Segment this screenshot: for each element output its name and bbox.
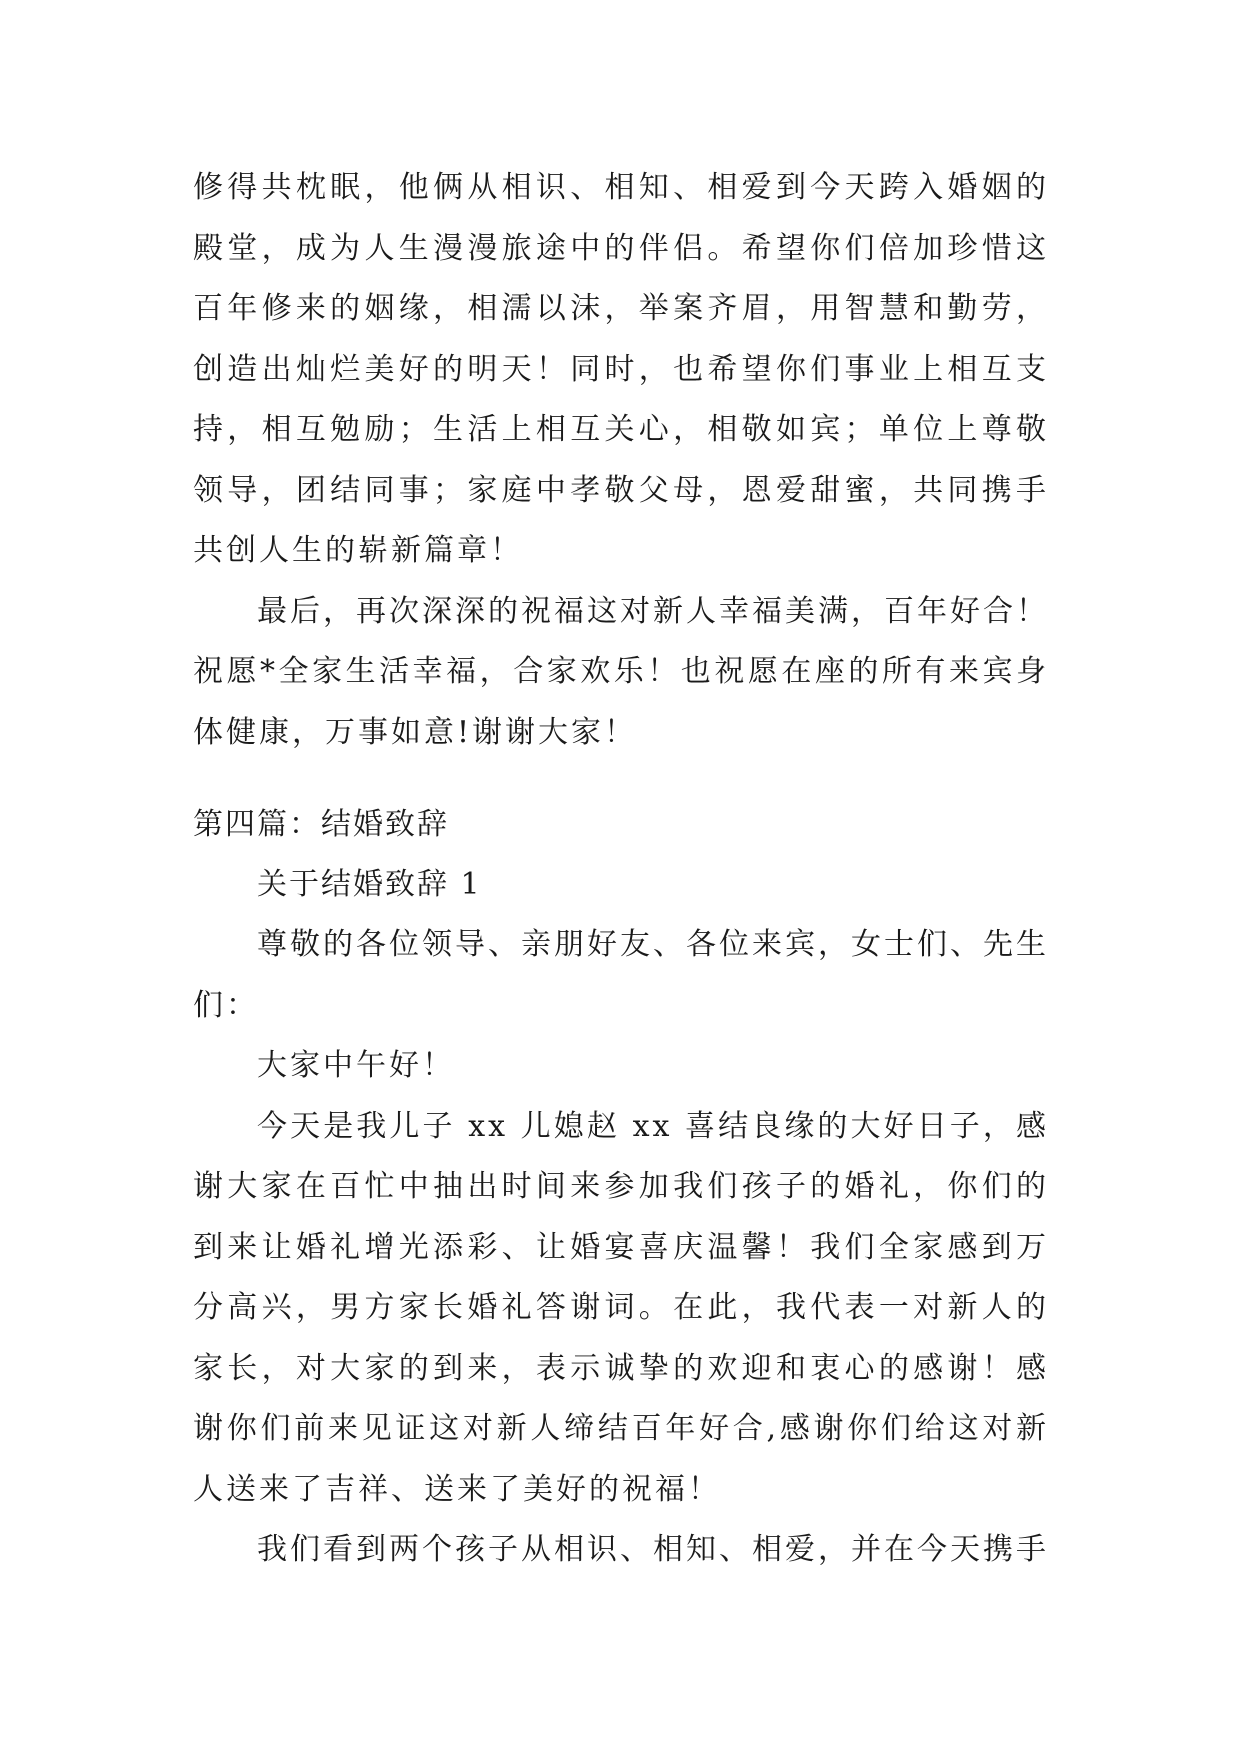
paragraph-final-blessing: 最后，再次深深的祝福这对新人幸福美满，百年好合！祝愿*全家生活幸福，合家欢乐！也祝愿在座的所有来宾身体健康，万事如意!谢谢大家！	[193, 593, 1049, 750]
section-title: 第四篇：结婚致辞	[193, 807, 449, 842]
paragraph-salutation: 尊敬的各位领导、亲朋好友、各位来宾，女士们、先生们：	[193, 927, 1049, 1023]
paragraph-children: 我们看到两个孩子从相识、相知、相爱，并在今天携手	[257, 1532, 1049, 1567]
paragraph-thanks: 今天是我儿子 xx 儿媳赵 xx 喜结良缘的大好日子，感谢大家在百忙中抽出时间来参加我们孩子的婚礼，你们的到来让婚礼增光添彩、让婚宴喜庆温馨！我们全家感到万分高兴，男方家长婚礼答谢词。在此，我代表一对新人的家长，对大家的到来，表示诚挚的欢迎和衷心的感谢！感谢你们前来见证这对新人缔结百年好合,感谢你们给这对新人送来了吉祥、送来了美好的祝福！	[193, 1108, 1049, 1507]
paragraph-blessing-continued: 修得共枕眠，他俩从相识、相知、相爱到今天跨入婚姻的殿堂，成为人生漫漫旅途中的伴侣。希望你们倍加珍惜这百年修来的姻缘，相濡以沫，举案齐眉，用智慧和勤劳，创造出灿烂美好的明天！同时，也希望你们事业上相互支持，相互勉励；生活上相互关心，相敬如宾；单位上尊敬领导，团结同事；家庭中孝敬父母，恩爱甜蜜，共同携手共创人生的崭新篇章！	[193, 170, 1049, 568]
document-page	[193, 158, 1049, 1581]
paragraph-greeting: 大家中午好！	[257, 1048, 455, 1083]
section-gap	[193, 763, 1049, 795]
speech-subtitle: 关于结婚致辞 1	[257, 867, 482, 902]
